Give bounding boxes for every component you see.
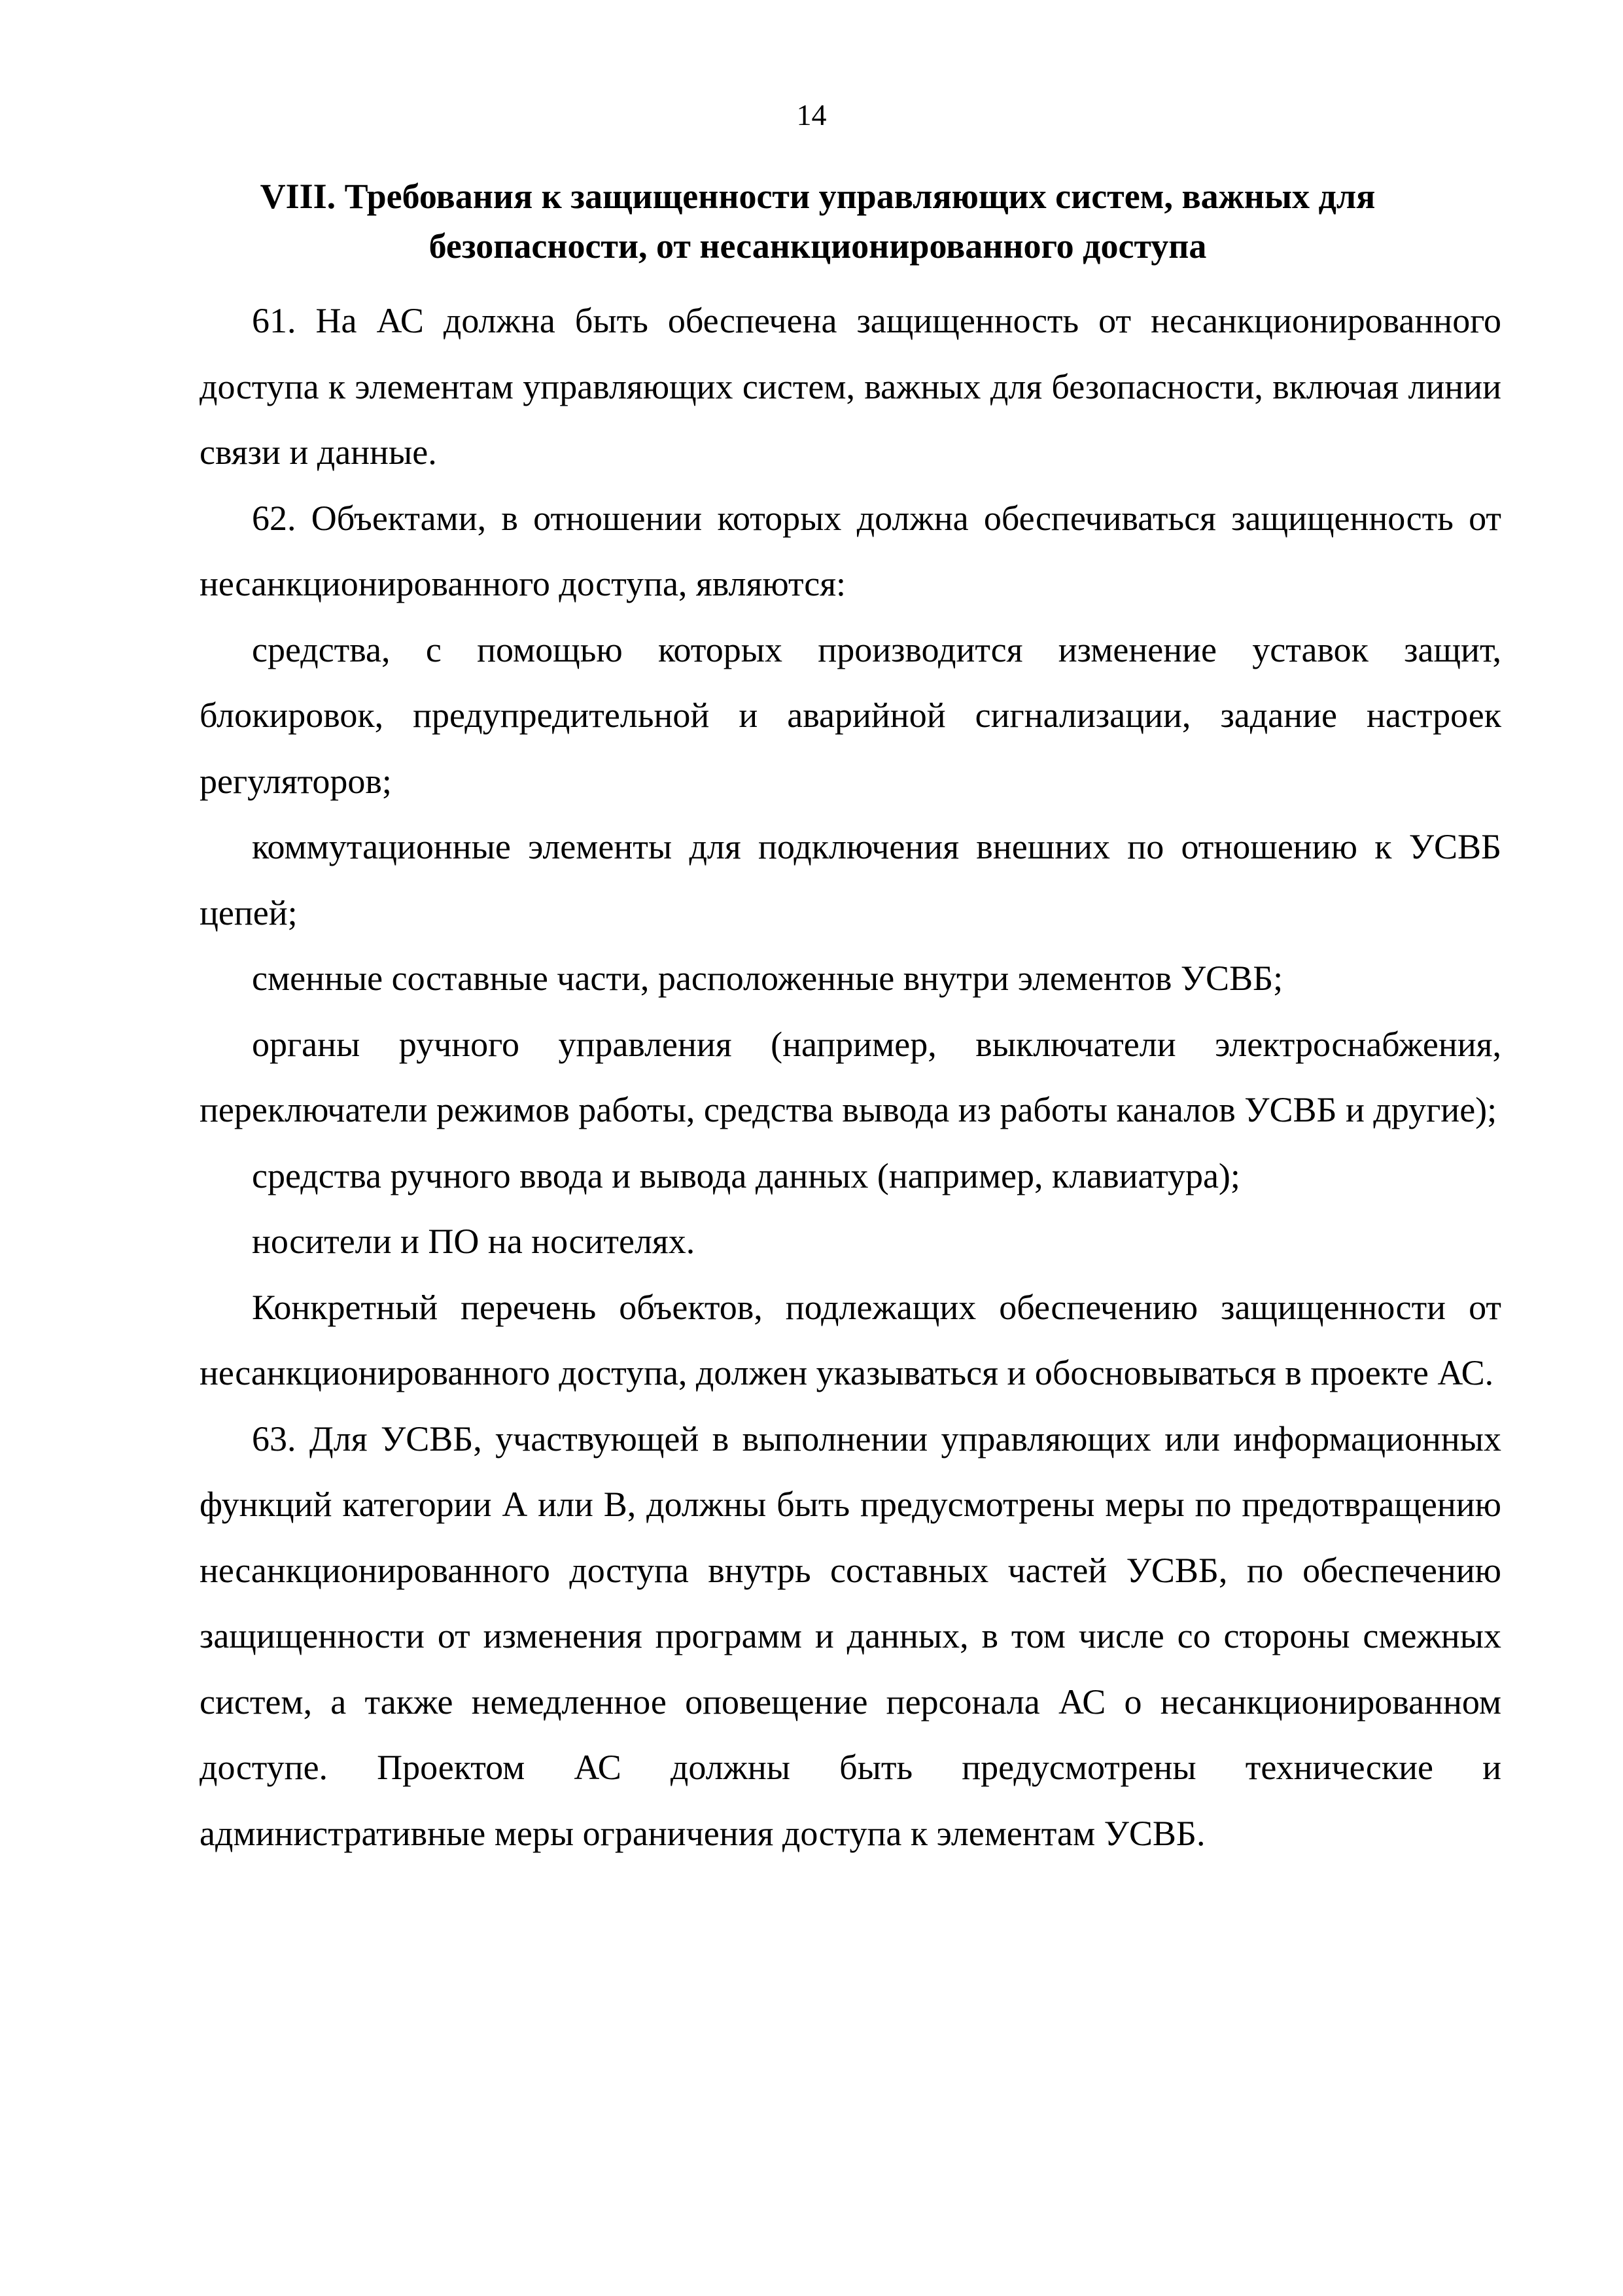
document-body (200, 288, 1501, 1866)
paragraph-63: 63. Для УСВБ, участвующей в выполнении управляющих или информационных функций категории А или В, должны быть предусмотрены меры по предотвращению несанкционированного доступа внутрь составных частей УСВБ, по обеспечению защищенности от изменения программ и данных, в том числе со стороны смежных систем, а также немедленное оповещение персонала АС о несанкционированном доступе. Проектом АС должны быть предусмотрены технические и административные меры ограничения доступа к элементам УСВБ. (200, 1419, 1501, 1853)
page-number: 14 (796, 98, 827, 132)
list-item-media-software: носители и ПО на носителях. (252, 1222, 695, 1261)
list-item-manual-io: средства ручного ввода и вывода данных (например, клавиатура); (252, 1156, 1240, 1195)
paragraph-object-list: Конкретный перечень объектов, подлежащих обеспечению защищенности от несанкционированного доступа, должен указываться и обосновываться в проекте АС. (200, 1287, 1501, 1392)
list-item-manual-controls: органы ручного управления (например, выключатели электроснабжения, переключатели режимов работы, средства вывода из работы каналов УСВБ и другие); (200, 1024, 1501, 1129)
section-heading-line-2: безопасности, от несанкционированного доступа (428, 226, 1207, 266)
paragraph-61: 61. На АС должна быть обеспечена защищенность от несанкционированного доступа к элементам управляющих систем, важных для безопасности, включая линии связи и данные. (200, 301, 1501, 472)
section-heading-line-1: VIII. Требования к защищенности управляющих систем, важных для (260, 177, 1376, 216)
section-heading (196, 171, 1439, 271)
list-item-switching-elements: коммутационные элементы для подключения внешних по отношению к УСВБ цепей; (200, 827, 1501, 932)
paragraph-62: 62. Объектами, в отношении которых должна обеспечиваться защищенность от несанкционированного доступа, являются: (200, 498, 1501, 603)
list-item-replaceable-parts: сменные составные части, расположенные внутри элементов УСВБ; (252, 959, 1283, 998)
list-item-settings-tools: средства, с помощью которых производится изменение уставок защит, блокировок, предупредительной и аварийной сигнализации, задание настроек регуляторов; (200, 629, 1501, 801)
